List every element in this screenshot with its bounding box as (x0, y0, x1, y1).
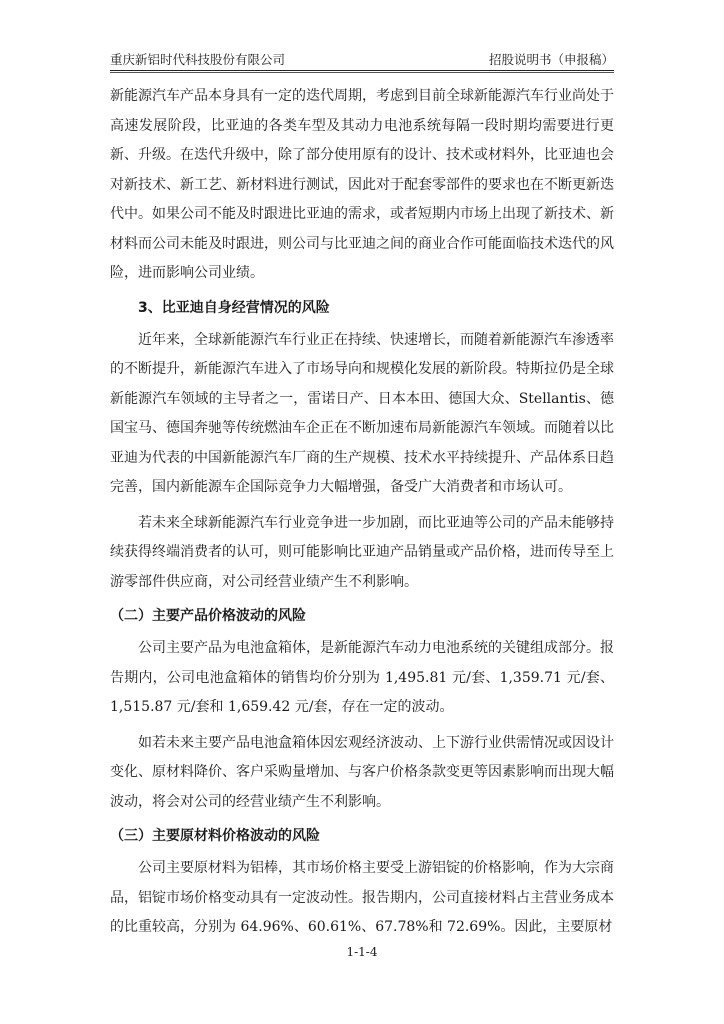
header-document-type: 招股说明书（申报稿） (488, 52, 614, 67)
header-divider-thin (110, 72, 614, 73)
page-header (110, 50, 614, 70)
header-divider (110, 70, 614, 71)
paragraph-raw-materials: 公司主要原材料为铝棒，其市场价格主要受上游铝锭的价格影响，作为大宗商品，铝锭市场价格变动具有一定波动性。报告期内，公司直接材料占主营业务成本的比重较高，分别为 64.96%、60.61%、67.78%和 72.69%。因此，主要原材 (110, 860, 614, 935)
paragraph-competition-impact: 若未来全球新能源汽车行业竞争进一步加剧，而比亚迪等公司的产品未能够持续获得终端消费者的认可，则可能影响比亚迪产品销量或产品价格，进而传导至上游零部件供应商，对公司经营业绩产生不利影响。 (110, 514, 614, 590)
section-heading-product-price: （二）主要产品价格波动的风险 (110, 608, 306, 624)
paragraph-iteration-risk: 新能源汽车产品本身具有一定的迭代周期，考虑到目前全球新能源汽车行业尚处于高速发展阶段，比亚迪的各类车型及其动力电池系统每隔一段时期均需要进行更新、升级。在迭代升级中，除了部分使用原有的设计、技术或材料外，比亚迪也会对新技术、新工艺、新材料进行测试，因此对于配套零部件的要求也在不断更新迭代中。如果公司不能及时跟进比亚迪的需求，或者短期内市场上出现了新技术、新材料而公司未能及时跟进，则公司与比亚迪之间的商业合作可能面临技术迭代的风险，进而影响公司业绩。 (110, 88, 614, 281)
page-number: 1-1-4 (346, 945, 378, 959)
page-body (110, 82, 614, 943)
section-heading-raw-material-price: （三）主要原材料价格波动的风险 (110, 828, 320, 844)
paragraph-product-prices: 公司主要产品为电池盒箱体，是新能源汽车动力电池系统的关键组成部分。报告期内，公司电池盒箱体的销售均价分别为 1,495.81 元/套、1,359.71 元/套、1,515.87 元/套和 1,659.42 元/套，存在一定的波动。 (110, 640, 614, 715)
section-heading-byd-operations: 3、比亚迪自身经营情况的风险 (138, 299, 330, 316)
paragraph-industry-growth: 近年来，全球新能源汽车行业正在持续、快速增长，而随着新能源汽车渗透率的不断提升，新能源汽车进入了市场导向和规模化发展的新阶段。特斯拉仍是全球新能源汽车领域的主导者之一，雷诺日产、日本本田、德国大众、Stellantis、德国宝马、德国奔驰等传统燃油车企正在不断加速布局新能源汽车领域。而随着以比亚迪为代表的中国新能源汽车厂商的生产规模、技术水平持续提升、产品体系日趋完善，国内新能源车企国际竞争力大幅增强，备受广大消费者和市场认可。 (110, 331, 614, 495)
header-company-name: 重庆新铝时代科技股份有限公司 (110, 52, 286, 67)
paragraph-price-fluctuation: 如若未来主要产品电池盒箱体因宏观经济波动、上下游行业供需情况或因设计变化、原材料降价、客户采购量增加、与客户价格条款变更等因素影响而出现大幅波动，将会对公司的经营业绩产生不利影响。 (110, 734, 614, 810)
